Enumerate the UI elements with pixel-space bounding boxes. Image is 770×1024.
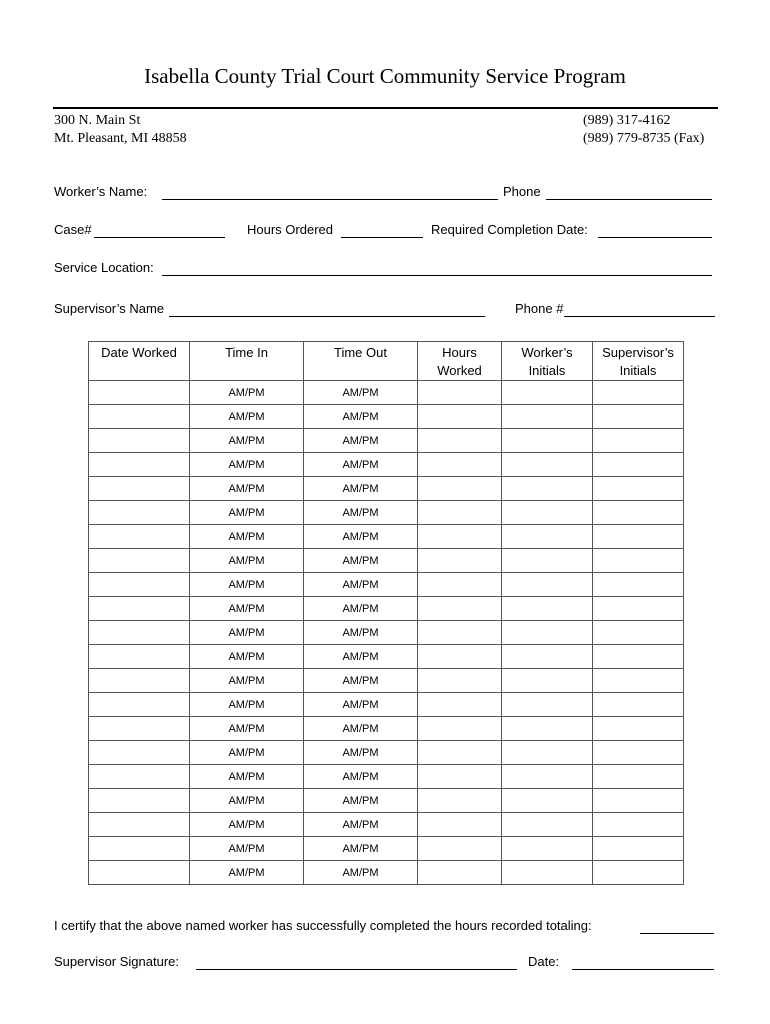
time-out-cell[interactable] xyxy=(304,765,418,789)
workers-initials-cell[interactable] xyxy=(502,693,593,717)
time-in-cell[interactable] xyxy=(190,477,304,501)
date-worked-cell[interactable] xyxy=(89,525,190,549)
am-pm-label: AM/PM xyxy=(342,674,379,687)
am-pm-label: AM/PM xyxy=(228,794,265,807)
am-pm-label: AM/PM xyxy=(342,482,379,495)
workers-name-label: Worker’s Name: xyxy=(54,184,148,199)
am-pm-label: AM/PM xyxy=(228,650,265,663)
date-worked-cell[interactable] xyxy=(89,765,190,789)
am-pm-label: AM/PM xyxy=(228,674,265,687)
address-block xyxy=(54,112,187,148)
table-row xyxy=(89,597,684,621)
am-pm-label: AM/PM xyxy=(228,554,265,567)
hours-worked-cell[interactable] xyxy=(418,549,502,573)
table-row xyxy=(89,717,684,741)
am-pm-label: AM/PM xyxy=(342,794,379,807)
date-worked-cell[interactable] xyxy=(89,861,190,885)
am-pm-label: AM/PM xyxy=(228,818,265,831)
hours-worked-cell[interactable] xyxy=(418,429,502,453)
am-pm-label: AM/PM xyxy=(228,578,265,591)
am-pm-label: AM/PM xyxy=(342,410,379,423)
workers-name-field[interactable] xyxy=(162,199,498,200)
supervisors-initials-cell[interactable] xyxy=(593,741,684,765)
am-pm-label: AM/PM xyxy=(342,746,379,759)
time-in-cell[interactable] xyxy=(190,429,304,453)
hours-worked-cell[interactable] xyxy=(418,597,502,621)
hours-worked-cell[interactable] xyxy=(418,693,502,717)
workers-initials-cell[interactable] xyxy=(502,429,593,453)
service-location-field[interactable] xyxy=(162,275,712,276)
supervisors-initials-cell[interactable] xyxy=(593,429,684,453)
hours-worked-cell[interactable] xyxy=(418,405,502,429)
am-pm-label: AM/PM xyxy=(342,770,379,783)
time-in-cell[interactable] xyxy=(190,693,304,717)
supervisors-initials-cell[interactable] xyxy=(593,717,684,741)
table-row xyxy=(89,861,684,885)
am-pm-label: AM/PM xyxy=(342,818,379,831)
time-out-cell[interactable] xyxy=(304,621,418,645)
time-out-cell[interactable] xyxy=(304,525,418,549)
am-pm-label: AM/PM xyxy=(342,602,379,615)
am-pm-label: AM/PM xyxy=(228,530,265,543)
supervisors-initials-cell[interactable] xyxy=(593,645,684,669)
table-row xyxy=(89,405,684,429)
workers-initials-cell[interactable] xyxy=(502,669,593,693)
table-row xyxy=(89,477,684,501)
time-out-cell[interactable] xyxy=(304,813,418,837)
time-out-cell[interactable] xyxy=(304,741,418,765)
header-supervisors-initials-line1: Supervisor’s xyxy=(602,345,674,360)
am-pm-label: AM/PM xyxy=(228,770,265,783)
date-worked-cell[interactable] xyxy=(89,789,190,813)
supervisors-name-field[interactable] xyxy=(169,316,485,317)
supervisors-initials-cell[interactable] xyxy=(593,525,684,549)
completion-date-field[interactable] xyxy=(598,237,712,238)
am-pm-label: AM/PM xyxy=(342,506,379,519)
time-out-cell[interactable] xyxy=(304,717,418,741)
supervisors-initials-cell[interactable] xyxy=(593,477,684,501)
supervisor-phone-label: Phone # xyxy=(515,301,564,316)
document-title: Isabella County Trial Court Community Service Program xyxy=(144,64,626,88)
table-row xyxy=(89,525,684,549)
hours-worked-cell[interactable] xyxy=(418,453,502,477)
time-in-cell[interactable] xyxy=(190,573,304,597)
supervisors-initials-cell[interactable] xyxy=(593,573,684,597)
am-pm-label: AM/PM xyxy=(342,578,379,591)
fax-number: (989) 779-8735 (Fax) xyxy=(583,131,705,146)
workers-initials-cell[interactable] xyxy=(502,453,593,477)
hours-worked-cell[interactable] xyxy=(418,741,502,765)
time-out-cell[interactable] xyxy=(304,429,418,453)
workers-initials-cell[interactable] xyxy=(502,525,593,549)
am-pm-label: AM/PM xyxy=(228,698,265,711)
hours-worked-cell[interactable] xyxy=(418,621,502,645)
workers-initials-cell[interactable] xyxy=(502,813,593,837)
supervisors-initials-cell[interactable] xyxy=(593,669,684,693)
header-date-worked: Date Worked xyxy=(89,342,190,381)
table-row xyxy=(89,837,684,861)
service-location-label: Service Location: xyxy=(54,260,154,275)
certification-text: I certify that the above named worker has successfully completed the hours recorded totaling: xyxy=(54,918,592,933)
workers-initials-cell[interactable] xyxy=(502,645,593,669)
am-pm-label: AM/PM xyxy=(228,842,265,855)
am-pm-label: AM/PM xyxy=(342,434,379,447)
table-row xyxy=(89,645,684,669)
workers-initials-cell[interactable] xyxy=(502,765,593,789)
supervisor-phone-field[interactable] xyxy=(564,316,715,317)
supervisors-initials-cell[interactable] xyxy=(593,861,684,885)
header-hours-worked-line2: Worked xyxy=(437,363,482,378)
case-label: Case# xyxy=(54,222,92,237)
workers-initials-cell[interactable] xyxy=(502,621,593,645)
am-pm-label: AM/PM xyxy=(342,626,379,639)
workers-initials-cell[interactable] xyxy=(502,477,593,501)
time-in-cell[interactable] xyxy=(190,381,304,405)
header-workers-initials-line1: Worker’s xyxy=(521,345,573,360)
time-out-cell[interactable] xyxy=(304,453,418,477)
workers-initials-cell[interactable] xyxy=(502,381,593,405)
date-worked-cell[interactable] xyxy=(89,837,190,861)
time-out-cell[interactable] xyxy=(304,597,418,621)
am-pm-label: AM/PM xyxy=(228,602,265,615)
header-time-out: Time Out xyxy=(304,342,418,381)
table-row xyxy=(89,381,684,405)
table-row xyxy=(89,693,684,717)
hours-worked-cell[interactable] xyxy=(418,573,502,597)
workers-initials-cell[interactable] xyxy=(502,861,593,885)
header-hours-worked xyxy=(418,342,502,381)
supervisors-initials-cell[interactable] xyxy=(593,597,684,621)
am-pm-label: AM/PM xyxy=(342,530,379,543)
header-time-in: Time In xyxy=(190,342,304,381)
time-out-cell[interactable] xyxy=(304,693,418,717)
workers-initials-cell[interactable] xyxy=(502,837,593,861)
workers-initials-cell[interactable] xyxy=(502,501,593,525)
time-out-cell[interactable] xyxy=(304,669,418,693)
table-row xyxy=(89,453,684,477)
table-row xyxy=(89,765,684,789)
date-worked-cell[interactable] xyxy=(89,573,190,597)
hours-ordered-field[interactable] xyxy=(341,237,423,238)
workers-initials-cell[interactable] xyxy=(502,549,593,573)
header-supervisors-initials-line2: Initials xyxy=(619,363,657,378)
time-out-cell[interactable] xyxy=(304,501,418,525)
supervisor-signature-label: Supervisor Signature: xyxy=(54,954,180,969)
hours-worked-cell[interactable] xyxy=(418,525,502,549)
time-in-cell[interactable] xyxy=(190,549,304,573)
case-field[interactable] xyxy=(94,237,225,238)
supervisors-initials-cell[interactable] xyxy=(593,765,684,789)
hours-worked-cell[interactable] xyxy=(418,645,502,669)
supervisors-initials-cell[interactable] xyxy=(593,381,684,405)
time-in-cell[interactable] xyxy=(190,669,304,693)
am-pm-label: AM/PM xyxy=(228,434,265,447)
date-worked-cell[interactable] xyxy=(89,477,190,501)
date-worked-cell[interactable] xyxy=(89,813,190,837)
address-street: 300 N. Main St xyxy=(54,113,141,128)
header-workers-initials xyxy=(502,342,593,381)
date-worked-cell[interactable] xyxy=(89,597,190,621)
time-in-cell[interactable] xyxy=(190,861,304,885)
time-out-cell[interactable] xyxy=(304,789,418,813)
time-in-cell[interactable] xyxy=(190,741,304,765)
time-out-cell[interactable] xyxy=(304,837,418,861)
am-pm-label: AM/PM xyxy=(342,386,379,399)
hours-log-table xyxy=(88,341,684,885)
time-out-cell[interactable] xyxy=(304,549,418,573)
header-workers-initials-line2: Initials xyxy=(528,363,566,378)
workers-initials-cell[interactable] xyxy=(502,405,593,429)
date-worked-cell[interactable] xyxy=(89,381,190,405)
date-worked-cell[interactable] xyxy=(89,741,190,765)
time-in-cell[interactable] xyxy=(190,837,304,861)
am-pm-label: AM/PM xyxy=(228,866,265,879)
total-hours-field[interactable] xyxy=(640,933,714,934)
am-pm-label: AM/PM xyxy=(228,386,265,399)
date-worked-cell[interactable] xyxy=(89,429,190,453)
header-divider xyxy=(53,107,718,109)
time-in-cell[interactable] xyxy=(190,813,304,837)
time-in-cell[interactable] xyxy=(190,717,304,741)
am-pm-label: AM/PM xyxy=(228,410,265,423)
time-out-cell[interactable] xyxy=(304,381,418,405)
table-row xyxy=(89,549,684,573)
time-in-cell[interactable] xyxy=(190,621,304,645)
supervisors-initials-cell[interactable] xyxy=(593,501,684,525)
am-pm-label: AM/PM xyxy=(228,458,265,471)
date-worked-cell[interactable] xyxy=(89,501,190,525)
contact-block xyxy=(583,112,704,148)
date-worked-cell[interactable] xyxy=(89,621,190,645)
hours-worked-cell[interactable] xyxy=(418,789,502,813)
supervisors-initials-cell[interactable] xyxy=(593,453,684,477)
workers-initials-cell[interactable] xyxy=(502,717,593,741)
time-in-cell[interactable] xyxy=(190,501,304,525)
am-pm-label: AM/PM xyxy=(342,650,379,663)
time-out-cell[interactable] xyxy=(304,645,418,669)
phone-number: (989) 317-4162 xyxy=(583,113,671,128)
time-in-cell[interactable] xyxy=(190,645,304,669)
date-worked-cell[interactable] xyxy=(89,645,190,669)
time-in-cell[interactable] xyxy=(190,765,304,789)
date-worked-cell[interactable] xyxy=(89,405,190,429)
table-body xyxy=(89,381,684,885)
address-city: Mt. Pleasant, MI 48858 xyxy=(54,131,187,146)
completion-date-label: Required Completion Date: xyxy=(431,222,588,237)
supervisors-initials-cell[interactable] xyxy=(593,621,684,645)
supervisors-initials-cell[interactable] xyxy=(593,549,684,573)
time-out-cell[interactable] xyxy=(304,861,418,885)
table-row xyxy=(89,501,684,525)
am-pm-label: AM/PM xyxy=(228,722,265,735)
supervisor-signature-field[interactable] xyxy=(196,969,517,970)
header-supervisors-initials xyxy=(593,342,684,381)
time-in-cell[interactable] xyxy=(190,453,304,477)
workers-initials-cell[interactable] xyxy=(502,573,593,597)
hours-worked-cell[interactable] xyxy=(418,765,502,789)
date-worked-cell[interactable] xyxy=(89,549,190,573)
time-in-cell[interactable] xyxy=(190,789,304,813)
table-row xyxy=(89,789,684,813)
supervisors-initials-cell[interactable] xyxy=(593,693,684,717)
worker-phone-label: Phone xyxy=(503,184,541,199)
am-pm-label: AM/PM xyxy=(228,626,265,639)
hours-worked-cell[interactable] xyxy=(418,501,502,525)
am-pm-label: AM/PM xyxy=(342,698,379,711)
time-out-cell[interactable] xyxy=(304,573,418,597)
am-pm-label: AM/PM xyxy=(342,722,379,735)
hours-worked-cell[interactable] xyxy=(418,717,502,741)
hours-worked-cell[interactable] xyxy=(418,861,502,885)
date-worked-cell[interactable] xyxy=(89,669,190,693)
table-row xyxy=(89,573,684,597)
workers-initials-cell[interactable] xyxy=(502,597,593,621)
am-pm-label: AM/PM xyxy=(228,506,265,519)
worker-phone-field[interactable] xyxy=(546,199,712,200)
date-worked-cell[interactable] xyxy=(89,453,190,477)
hours-worked-cell[interactable] xyxy=(418,381,502,405)
time-out-cell[interactable] xyxy=(304,477,418,501)
workers-initials-cell[interactable] xyxy=(502,741,593,765)
supervisors-initials-cell[interactable] xyxy=(593,837,684,861)
table-row xyxy=(89,669,684,693)
supervisors-initials-cell[interactable] xyxy=(593,813,684,837)
date-worked-cell[interactable] xyxy=(89,717,190,741)
table-row xyxy=(89,741,684,765)
signature-date-label: Date: xyxy=(528,954,560,969)
date-worked-cell[interactable] xyxy=(89,693,190,717)
am-pm-label: AM/PM xyxy=(228,746,265,759)
hours-worked-cell[interactable] xyxy=(418,477,502,501)
table-row xyxy=(89,813,684,837)
signature-date-field[interactable] xyxy=(572,969,714,970)
supervisors-initials-cell[interactable] xyxy=(593,789,684,813)
table-header-row xyxy=(89,342,684,381)
supervisors-name-label: Supervisor’s Name xyxy=(54,301,165,316)
hours-worked-cell[interactable] xyxy=(418,669,502,693)
table-row xyxy=(89,429,684,453)
am-pm-label: AM/PM xyxy=(342,866,379,879)
am-pm-label: AM/PM xyxy=(342,842,379,855)
time-in-cell[interactable] xyxy=(190,405,304,429)
hours-ordered-label: Hours Ordered xyxy=(247,222,333,237)
supervisors-initials-cell[interactable] xyxy=(593,405,684,429)
workers-initials-cell[interactable] xyxy=(502,789,593,813)
time-in-cell[interactable] xyxy=(190,597,304,621)
am-pm-label: AM/PM xyxy=(342,458,379,471)
am-pm-label: AM/PM xyxy=(228,482,265,495)
am-pm-label: AM/PM xyxy=(342,554,379,567)
hours-worked-cell[interactable] xyxy=(418,837,502,861)
time-in-cell[interactable] xyxy=(190,525,304,549)
header-hours-worked-line1: Hours xyxy=(442,345,477,360)
hours-worked-cell[interactable] xyxy=(418,813,502,837)
table-row xyxy=(89,621,684,645)
time-out-cell[interactable] xyxy=(304,405,418,429)
